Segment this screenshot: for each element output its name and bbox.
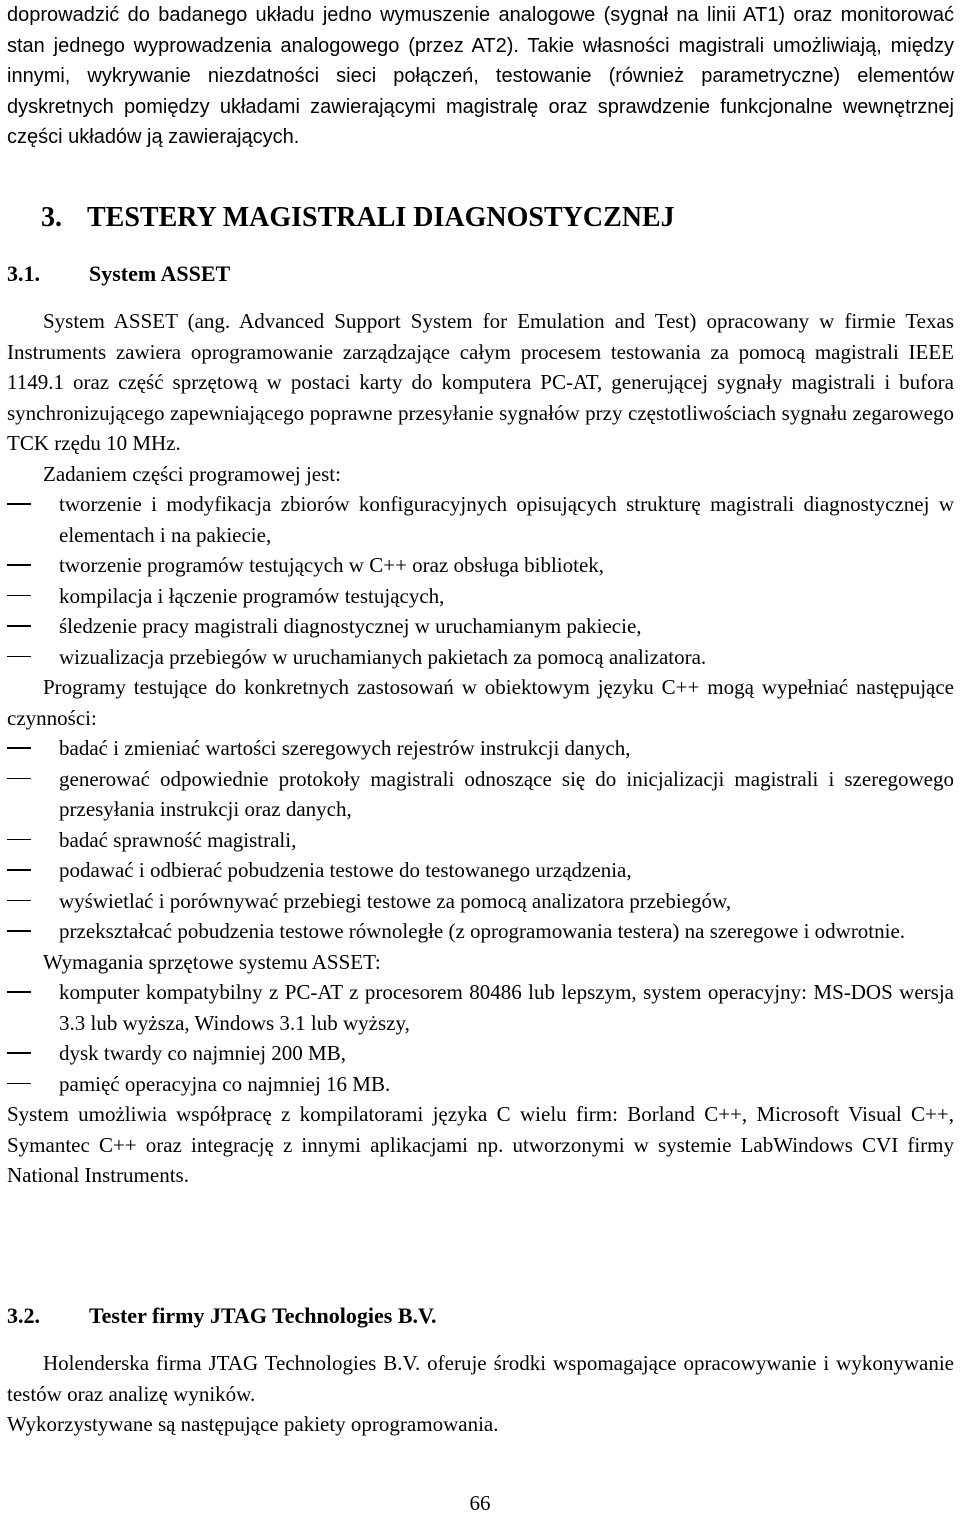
section-3-1-number: 3.1. [7, 261, 40, 286]
list-item: kompilacja i łączenie programów testujących, [7, 581, 954, 612]
list-item: pamięć operacyjna co najmniej 16 MB. [7, 1069, 954, 1100]
list-item: badać sprawność magistrali, [7, 825, 954, 856]
list-item: generować odpowiednie protokoły magistrali odnoszące się do inicjalizacji magistrali i szeregowego przesyłania instrukcji oraz danych, [7, 764, 954, 825]
list-item: podawać i odbierać pobudzenia testowe do testowanego urządzenia, [7, 855, 954, 886]
packages-intro: Wykorzystywane są następujące pakiety oprogramowania. [7, 1412, 499, 1436]
software-task-list [7, 489, 954, 672]
section-3-heading [7, 203, 954, 234]
page-number: 66 [469, 1491, 491, 1515]
list-item: wyświetlać i porównywać przebiegi testowe za pomocą analizatora przebiegów, [7, 886, 954, 917]
requirements-list [7, 977, 954, 1099]
program-action-list [7, 733, 954, 947]
list-item: dysk twardy co najmniej 200 MB, [7, 1038, 954, 1069]
section-3-2-title: Tester firmy JTAG Technologies B.V. [89, 1303, 437, 1328]
list-item: tworzenie programów testujących w C++ oraz obsługa bibliotek, [7, 550, 954, 581]
software-intro: Zadaniem części programowej jest: [43, 461, 341, 486]
section-3-2-body [7, 1348, 954, 1440]
list-item: komputer kompatybilny z PC-AT z procesorem 80486 lub lepszym, system operacyjny: MS-DOS wersja 3.3 lub wyższa, Windows 3.1 lub wyższy, [7, 977, 954, 1038]
intro-block [7, 0, 954, 153]
section-3-2-number: 3.2. [7, 1303, 40, 1328]
intro-paragraph: doprowadzić do badanego układu jedno wymuszenie analogowe (sygnał na linii AT1) oraz monitorować stan jednego wyprowadzenia analogowego (przez AT2). Takie własności magistrali umożliwiają, między innymi, wykrywanie niezdatności sieci połączeń, testowanie (również parametryczne) elementów dyskretnych pomiędzy układami zawierającymi magistralę oraz sprawdzenie funkcjonalne wewnętrznej części układów ją zawierających. [7, 4, 954, 148]
list-item: śledzenie pracy magistrali diagnostycznej w uruchamianym pakiecie, [7, 611, 954, 642]
section-3-1-body [7, 306, 954, 1191]
asset-description: System ASSET (ang. Advanced Support System for Emulation and Test) opracowany w firmie Texas Instruments zawiera oprogramowanie zarządzające całym procesem testowania za pomocą magistrali IEEE 1149.1 oraz część sprzętową w postaci karty do komputera PC-AT, generującej sygnały magistrali i bufora synchronizującego zapewniającego poprawne przesyłanie sygnałów przy częstotliwościach sygnału zegarowego TCK rzędu 10 MHz. [7, 309, 954, 455]
section-3-title: TESTERY MAGISTRALI DIAGNOSTYCZNEJ [87, 202, 675, 233]
section-3-1-title: System ASSET [89, 261, 231, 286]
requirements-intro: Wymagania sprzętowe systemu ASSET: [43, 949, 381, 974]
compatibility-paragraph: System umożliwia współpracę z kompilatorami języka C wielu firm: Borland C++, Microsoft Visual C++, Symantec C++ oraz integrację z innymi aplikacjami np. utworzonymi w systemie LabWindows CVI firmy National Instruments. [7, 1102, 954, 1187]
list-item: tworzenie i modyfikacja zbiorów konfiguracyjnych opisujących strukturę magistrali diagnostycznej w elementach i na pakiecie, [7, 489, 954, 550]
section-3-number: 3. [41, 202, 62, 233]
section-3-1-heading [7, 259, 954, 290]
section-3-2-heading [7, 1301, 954, 1332]
list-item: badać i zmieniać wartości szeregowych rejestrów instrukcji danych, [7, 733, 954, 764]
list-item: wizualizacja przebiegów w uruchamianych pakietach za pomocą analizatora. [7, 642, 954, 673]
programs-intro: Programy testujące do konkretnych zastosowań w obiektowym języku C++ mogą wypełniać następujące czynności: [7, 675, 954, 730]
list-item: przekształcać pobudzenia testowe równoległe (z oprogramowania testera) na szeregowe i odwrotnie. [7, 916, 954, 947]
jtag-description: Holenderska firma JTAG Technologies B.V. oferuje środki wspomagające opracowywanie i wykonywanie testów oraz analizę wyników. [7, 1351, 954, 1406]
